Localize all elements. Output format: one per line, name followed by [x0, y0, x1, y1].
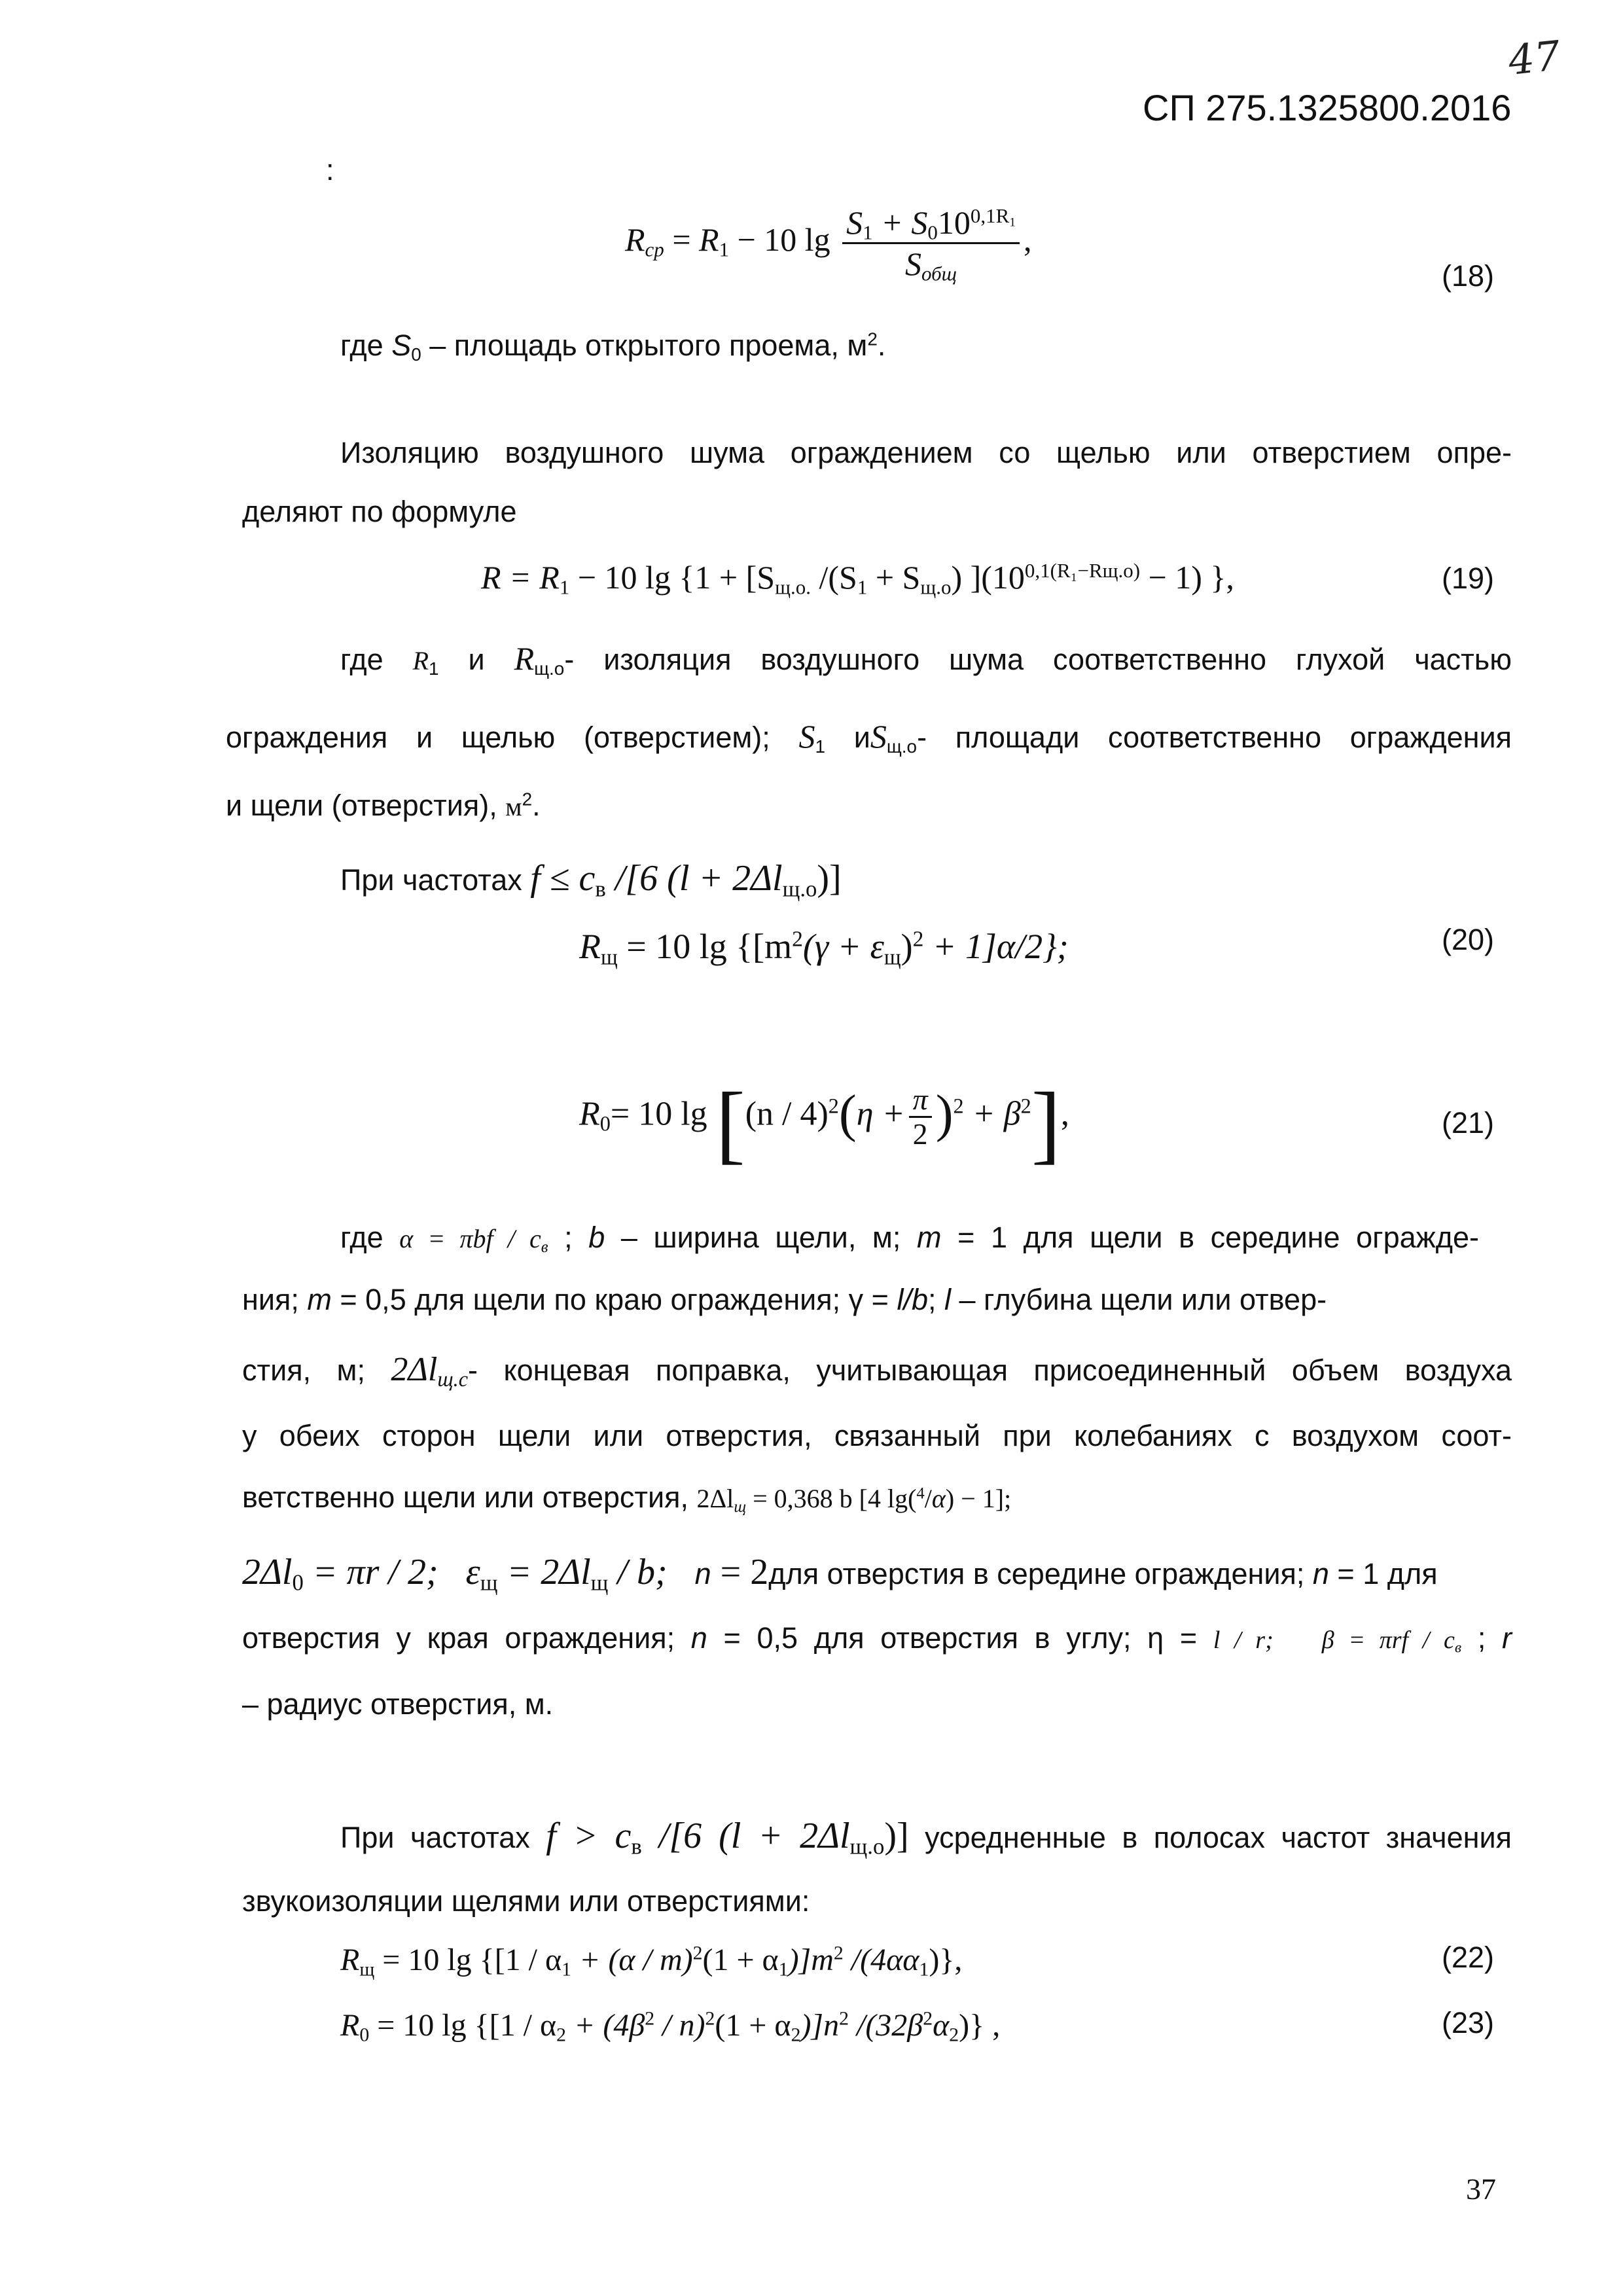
equation-20-number: (20)	[1442, 923, 1495, 956]
handwritten-page-number: 47	[1506, 31, 1563, 84]
equation-19: $R = R_1 - 10$ $\lg \{1 + [S_{щ.о.}$ $/(S_1 + S_{щ.о}) ](10^{0,1(R_1-Rщ.о)} - 1)$ },	[481, 558, 1234, 599]
document-code: СП 275.1325800.2016	[1143, 87, 1512, 128]
eq21-definition-line-3: стия, м; $2\Delta l_{щ.с}-$ концевая поправка, учитывающая присоединенный объем воздуха	[242, 1351, 1512, 1391]
equation-19-full-text: R = R₁ − 10 lg {1 + [Sщ.о. /(S₁ + Sщ.о) ](10^{0,1(R₁−Rщ.о)} − 1) },	[0, 0, 20, 1]
isolation-paragraph-line-2: деляют по формуле	[242, 495, 517, 528]
equation-20: $R_щ = 10$ $\lg \{[m^2(\gamma + \varepsilon_щ)^2 + 1]\alpha/2\}$;	[579, 927, 1069, 970]
equation-21: $R_0= 10$ lg [(n / 4)$^2$(η + $\frac{\pi}{2}$ )$^2 + \beta^2$],	[579, 1075, 1069, 1173]
page-number: 37	[1466, 2172, 1496, 2206]
equation-19-number: (19)	[1442, 562, 1495, 595]
low-frequency-condition: При частотах $f \le c_в$ /[6 $(l + 2\Delta l_{щ.о})$]	[340, 858, 842, 902]
equation-18-number: (18)	[1442, 259, 1495, 293]
equation-23: $R_0 = 10$ $\lg \{[1 / \alpha_2 + (4\beta^2 / n)^2(1 + \alpha_2)]n^2$ $/(32\beta^2\alpha_2)$} ,	[340, 2007, 1001, 2046]
equation-23-number: (23)	[1442, 2006, 1495, 2039]
high-frequency-condition-line-2: звукоизоляции щелями или отверстиями:	[242, 1884, 810, 1918]
eq19-definition-line-1: где $R_1$ и $R_{щ.о}-$ изоляция воздушного шума соответственно глухой частью	[340, 640, 1512, 679]
fraction-18: $\frac{S_1 + S_010^{0,1R_1}}{S_{общ}}$	[842, 203, 1020, 283]
eq19-definition-line-3: и щели (отверстия), $м^2$.	[226, 789, 541, 822]
eq21-definition-line-5: ветственно щели или отверстия, $2\Delta l_щ = 0,368$ b [4 lg($^4$/α) − 1];	[242, 1480, 1012, 1516]
equation-22: $R_щ = 10$ $\lg \{[1 / \alpha_1 + (\alpha / m)^2(1 + \alpha_1)]m^2$ $/(4\alpha\alpha_1)$},	[340, 1942, 963, 1981]
eq21-definition-line-7: отверстия у края ограждения; n = 0,5 для отверстия в углу; η = l / r; $\beta = \pi rf / c_в$ ; r	[242, 1621, 1512, 1657]
equation-18: $R_{ср} = R_1 - 10$ lg $\frac{S_1 + S_010^{0,1R_1}}{S_{общ}}$ ,	[625, 204, 1032, 285]
eq21-definition-line-6: $2\Delta l_0 = \pi r / 2$; $\varepsilon_щ = 2\Delta l_щ / b$; n = 2для отверстия в середине ограждения; n = 1 для	[242, 1552, 1438, 1596]
eq21-definition-line-8: – радиус отверстия, м.	[242, 1687, 554, 1721]
eq21-definition-line-1: где $\alpha = \pi bf / c_в$ ; b – ширина щели, м; m = 1 для щели в середине огражде-	[340, 1221, 1479, 1256]
equation-21-number: (21)	[1442, 1106, 1495, 1139]
s0-definition: где $S_0$ – площадь открытого проема, $м^2$.	[340, 329, 886, 365]
eq21-definition-line-4: у обеих сторон щели или отверстия, связанный при колебаниях с воздухом соот-	[242, 1419, 1512, 1452]
equation-22-number: (22)	[1442, 1941, 1495, 1974]
stray-mark: :	[326, 153, 334, 187]
isolation-paragraph-line-1: Изоляцию воздушного шума ограждением со щелью или отверстием опре-	[340, 436, 1512, 469]
high-frequency-condition: При частотах $f > c_в$ /[6 $(l + 2\Delta l_{щ.о})$] усредненные в полосах частот значения	[340, 1816, 1512, 1859]
eq21-definition-line-2: ния; m = 0,5 для щели по краю ограждения; γ = l/b; l – глубина щели или отвер-	[242, 1283, 1327, 1316]
eq19-definition-line-2: ограждения и щелью (отверстием); $S_1$ $иS_{щ.о}-$ площади соответственно ограждения	[226, 718, 1512, 757]
